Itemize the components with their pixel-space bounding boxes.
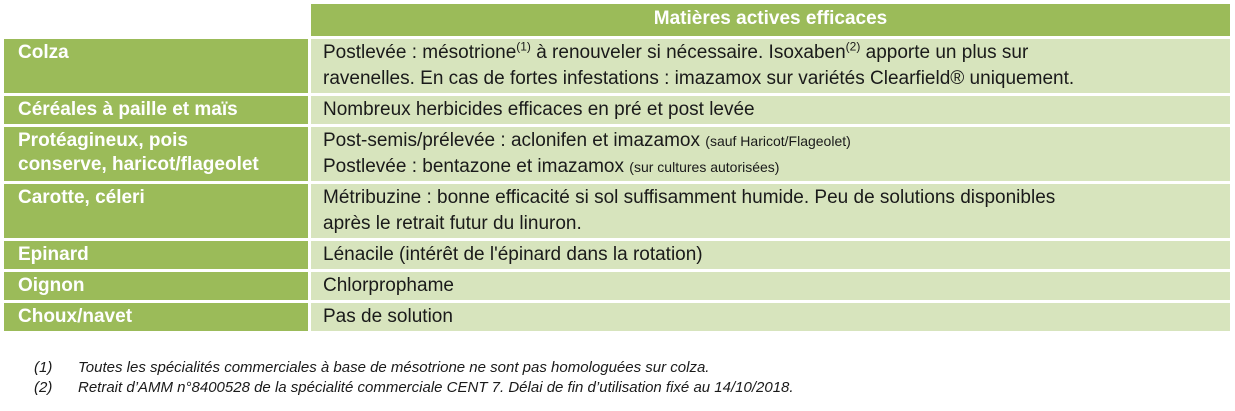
table-row-proteagineux xyxy=(4,127,1230,181)
substances-text: à renouveler si nécessaire. Isoxaben xyxy=(530,42,846,63)
footnote-item xyxy=(34,358,794,378)
substances-line xyxy=(323,128,1218,154)
herbicide-table xyxy=(4,4,1230,334)
substances-note: (sauf Haricot/Flageolet) xyxy=(705,133,851,149)
crop-cell: Carotte, céleri xyxy=(4,184,308,238)
crop-cell: Céréales à paille et maïs xyxy=(4,96,308,124)
crop-cell: Oignon xyxy=(4,272,308,300)
table-row-carotte xyxy=(4,184,1230,238)
footnote-item xyxy=(34,378,794,398)
substances-cell xyxy=(311,39,1230,93)
table-row-cereales xyxy=(4,96,1230,124)
crop-cell: Epinard xyxy=(4,241,308,269)
crop-cell: Colza xyxy=(4,39,308,93)
substances-cell xyxy=(311,241,1230,269)
substances-line: Lénacile (intérêt de l'épinard dans la rotation) xyxy=(323,244,703,265)
substances-line: Nombreux herbicides efficaces en pré et post levée xyxy=(323,99,755,120)
substances-line xyxy=(323,154,1218,180)
substances-cell xyxy=(311,303,1230,331)
footnote-text: Toutes les spécialités commerciales à base de mésotrione ne sont pas homologuées sur colza. xyxy=(78,359,710,376)
table-row-colza xyxy=(4,39,1230,93)
substances-text: Post-semis/prélevée : aclonifen et imazamox xyxy=(323,130,706,151)
footnote-number: (2) xyxy=(34,379,53,396)
crop-line: Protéagineux, pois xyxy=(18,130,188,151)
table-row-epinard xyxy=(4,241,1230,269)
substances-note: (sur cultures autorisées) xyxy=(629,159,780,175)
footnote-number: (1) xyxy=(34,359,53,376)
table-row-oignon xyxy=(4,272,1230,300)
crop-line: conserve, haricot/flageolet xyxy=(18,154,259,175)
substances-text: apporte un plus sur xyxy=(860,42,1029,63)
substances-cell xyxy=(311,96,1230,124)
substances-line: après le retrait futur du linuron. xyxy=(323,213,582,234)
substances-cell xyxy=(311,127,1230,181)
header-empty-cell xyxy=(4,4,308,36)
substances-line xyxy=(323,40,1218,66)
footnote-ref-2: (2) xyxy=(845,39,861,54)
crop-cell: Choux/navet xyxy=(4,303,308,331)
substances-text: Postlevée : mésotrione xyxy=(323,42,517,63)
substances-cell xyxy=(311,184,1230,238)
crop-cell xyxy=(4,127,308,181)
substances-line: ravenelles. En cas de fortes infestations : imazamox sur variétés Clearfield® uniquement. xyxy=(323,68,1075,89)
substances-line: Chlorprophame xyxy=(323,275,454,296)
footnote-text: Retrait d’AMM n°8400528 de la spécialité commerciale CENT 7. Délai de fin d’utilisation fixé au 14/10/2018. xyxy=(78,379,794,396)
substances-line: Métribuzine : bonne efficacité si sol suffisamment humide. Peu de solutions disponibles xyxy=(323,187,1056,208)
substances-cell xyxy=(311,272,1230,300)
header-title: Matières actives efficaces xyxy=(311,4,1230,36)
substances-text: Postlevée : bentazone et imazamox xyxy=(323,156,630,177)
table-row-choux xyxy=(4,303,1230,331)
table-header-row xyxy=(4,4,1230,36)
footnotes xyxy=(34,358,794,398)
footnote-ref-1: (1) xyxy=(516,39,531,54)
substances-line: Pas de solution xyxy=(323,306,453,327)
